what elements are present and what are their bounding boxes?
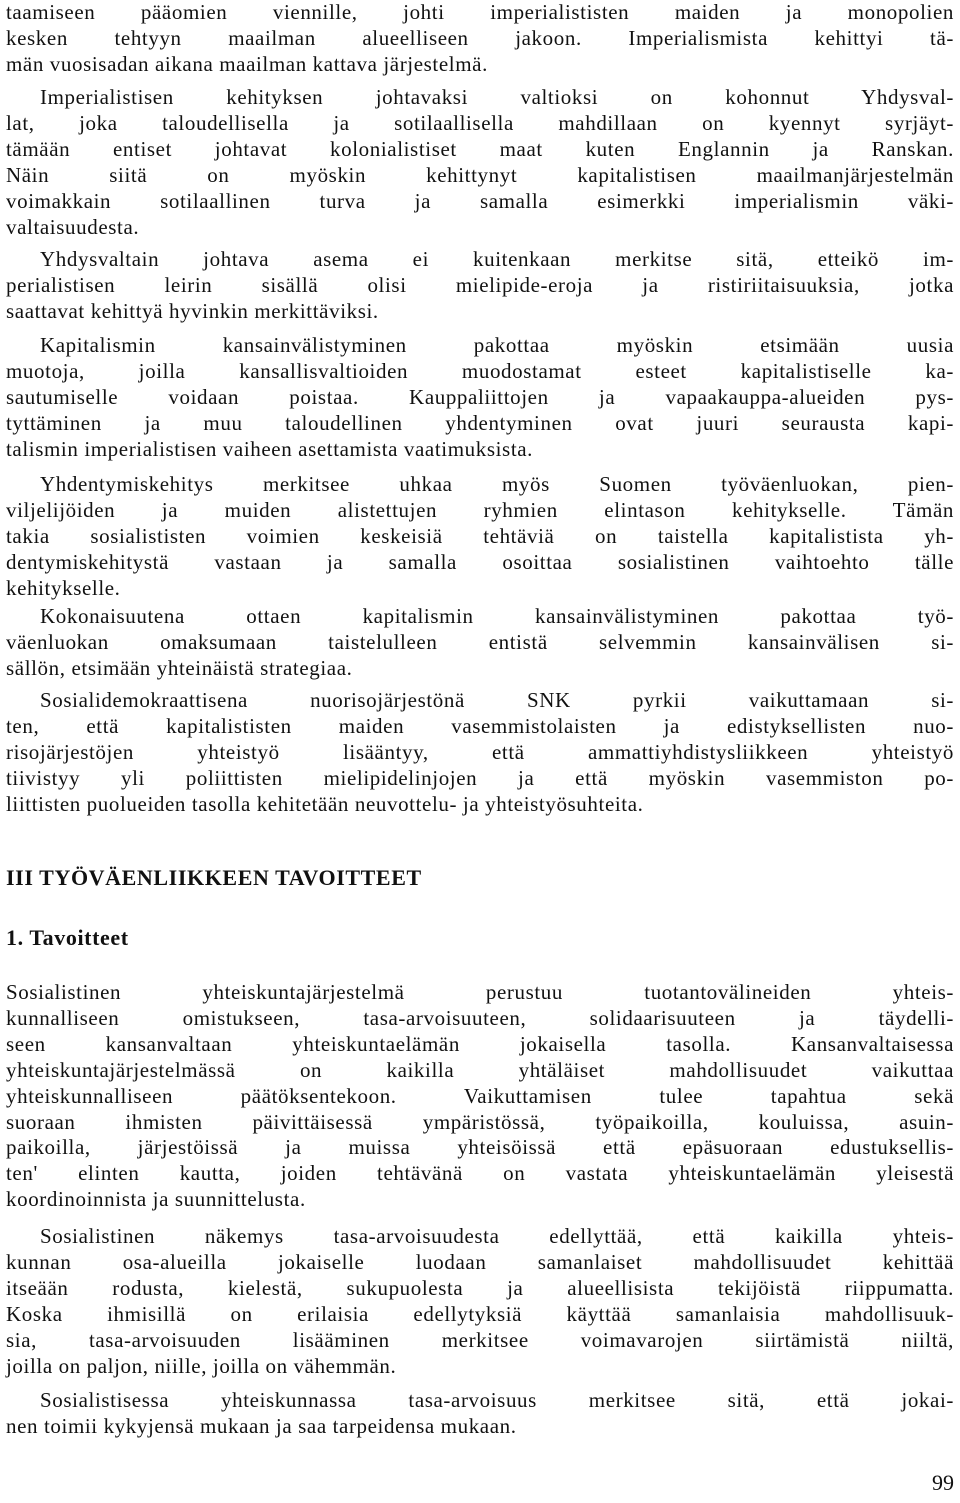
text-line: suoraan ihmisten päivittäisessä ympäristössä, työpaikoilla, kouluissa, asuin- <box>6 1109 954 1134</box>
text-line: joilla on paljon, niille, joilla on vähemmän. <box>6 1353 397 1378</box>
text-line: sällön, etsimään yhteinäistä strategiaa. <box>6 655 353 680</box>
text-line: koordinoinnista ja suunnittelusta. <box>6 1187 306 1212</box>
text-line: liittisten puolueiden tasolla kehitetään neuvottelu- ja yhteistyösuhteita. <box>6 791 644 816</box>
text-line: väenluokan omaksumaan taistelulleen entistä selvemmin kansainvälisen si- <box>6 629 954 654</box>
paragraph <box>6 0 954 78</box>
text-line: itseään rodusta, kielestä, sukupuolesta ja alueellisista tekijöistä riippumatta. <box>6 1275 954 1300</box>
text-line: takia sosialististen voimien keskeisiä tehtäviä on taistella kapitalistista yh- <box>6 523 954 548</box>
text-line: män vuosisadan aikana maailman kattava järjestelmä. <box>6 51 488 76</box>
text-line: tämään entiset johtavat kolonialistiset maat kuten Englannin ja Ranskan. <box>6 136 954 161</box>
text-line: Kapitalismin kansainvälistyminen pakottaa myöskin etsimään uusia <box>40 333 954 357</box>
text-line: paikoilla, järjestöissä ja muissa yhteisöissä että epäsuoraan edustuksellis- <box>6 1135 954 1160</box>
text-line: perialistisen leirin sisällä olisi mielipide-eroja ja ristiriitaisuuksia, jotka <box>6 272 954 297</box>
text-line: Sosialidemokraattisena nuorisojärjestönä SNK pyrkii vaikuttamaan si- <box>40 688 954 712</box>
paragraph <box>6 1388 954 1440</box>
subsection-heading: 1. Tavoitteet <box>6 925 129 950</box>
text-line: kehitykselle. <box>6 575 121 600</box>
text-line: kunnalliseen omistukseen, tasa-arvoisuuteen, solidaarisuuteen ja täydelli- <box>6 1005 954 1030</box>
text-line: tiivistyy yli poliittisten mielipidelinjojen ja että myöskin vasemmiston po- <box>6 765 954 790</box>
text-line: sautumiselle voidaan poistaa. Kauppaliittojen ja vapaakauppa-alueiden pys- <box>6 384 954 409</box>
text-line: Kokonaisuutena ottaen kapitalismin kansainvälistyminen pakottaa työ- <box>40 604 954 628</box>
text-line: sia, tasa-arvoisuuden lisääminen merkitsee voimavarojen siirtämistä niiltä, <box>6 1327 954 1352</box>
paragraph <box>6 333 954 463</box>
text-line: dentymiskehitystä vastaan ja samalla osoittaa sosialistinen vaihtoehto tälle <box>6 549 954 574</box>
text-line: Sosialistisessa yhteiskunnassa tasa-arvoisuus merkitsee sitä, että jokai- <box>40 1388 954 1412</box>
text-line: tyttäminen ja muu taloudellinen yhdentyminen ovat juuri seurausta kapi- <box>6 410 954 435</box>
text-line: Yhdysvaltain johtava asema ei kuitenkaan merkitse sitä, etteikö im- <box>40 247 954 271</box>
text-line: lat, joka taloudellisella ja sotilaallisella mahdillaan on kyennyt syrjäyt- <box>6 110 954 135</box>
text-line: kunnan osa-alueilla jokaiselle luodaan samanlaiset mahdollisuudet kehittää <box>6 1249 954 1274</box>
paragraph <box>6 688 954 818</box>
text-line: talismin imperialistisen vaiheen asettamista vaatimuksista. <box>6 436 534 461</box>
paragraph <box>6 604 954 682</box>
paragraph <box>6 247 954 325</box>
text-line: viljelijöiden ja muiden alistettujen ryhmien elintason kehitykselle. Tämän <box>6 497 954 522</box>
text-line: yhteiskunnalliseen päätöksentekoon. Vaikuttamisen tulee tapahtua sekä <box>6 1083 954 1108</box>
text-line: taamiseen pääomien viennille, johti imperialististen maiden ja monopolien <box>6 0 954 24</box>
text-line: Yhdentymiskehitys merkitsee uhkaa myös Suomen työväenluokan, pien- <box>40 472 954 496</box>
text-line: kesken tehtyyn maailman alueelliseen jakoon. Imperialismista kehittyi tä- <box>6 25 954 50</box>
paragraph <box>6 85 954 240</box>
text-line: saattavat kehittyä hyvinkin merkittäviksi. <box>6 298 379 323</box>
text-line: yhteiskuntajärjestelmässä on kaikilla yhtäläiset mahdollisuudet vaikuttaa <box>6 1057 954 1082</box>
text-line: muotoja, joilla kansallisvaltioiden muodostamat esteet kapitalistiselle ka- <box>6 358 954 383</box>
section-heading: III TYÖVÄENLIIKKEEN TAVOITTEET <box>6 865 422 890</box>
text-line: Sosialistinen yhteiskuntajärjestelmä perustuu tuotantovälineiden yhteis- <box>6 980 954 1004</box>
paragraph <box>6 472 954 602</box>
paragraph <box>6 980 954 1213</box>
text-line: risojärjestöjen yhteistyö lisääntyy, että ammattiyhdistysliikkeen yhteistyö <box>6 739 954 764</box>
text-line: nen toimii kykyjensä mukaan ja saa tarpeidensa mukaan. <box>6 1413 517 1438</box>
text-line: Näin siitä on myöskin kehittynyt kapitalistisen maailmanjärjestelmän <box>6 162 954 187</box>
text-line: Koska ihmisillä on erilaisia edellytyksiä käyttää samanlaisia mahdollisuuk- <box>6 1301 954 1326</box>
text-line: valtaisuudesta. <box>6 214 140 239</box>
text-line: voimakkain sotilaallinen turva ja samalla esimerkki imperialismin väki- <box>6 188 954 213</box>
paragraph <box>6 1224 954 1379</box>
text-line: Imperialistisen kehityksen johtavaksi valtioksi on kohonnut Yhdysval- <box>40 85 954 109</box>
text-line: ten, että kapitalististen maiden vasemmistolaisten ja edistyksellisten nuo- <box>6 713 954 738</box>
page-number: 99 <box>932 1470 954 1495</box>
text-line: Sosialistinen näkemys tasa-arvoisuudesta edellyttää, että kaikilla yhteis- <box>40 1224 954 1248</box>
text-line: ten' elinten kautta, joiden tehtävänä on vastata yhteiskuntaelämän yleisestä <box>6 1161 954 1186</box>
text-line: seen kansanvaltaan yhteiskuntaelämän jokaisella tasolla. Kansanvaltaisessa <box>6 1031 954 1056</box>
